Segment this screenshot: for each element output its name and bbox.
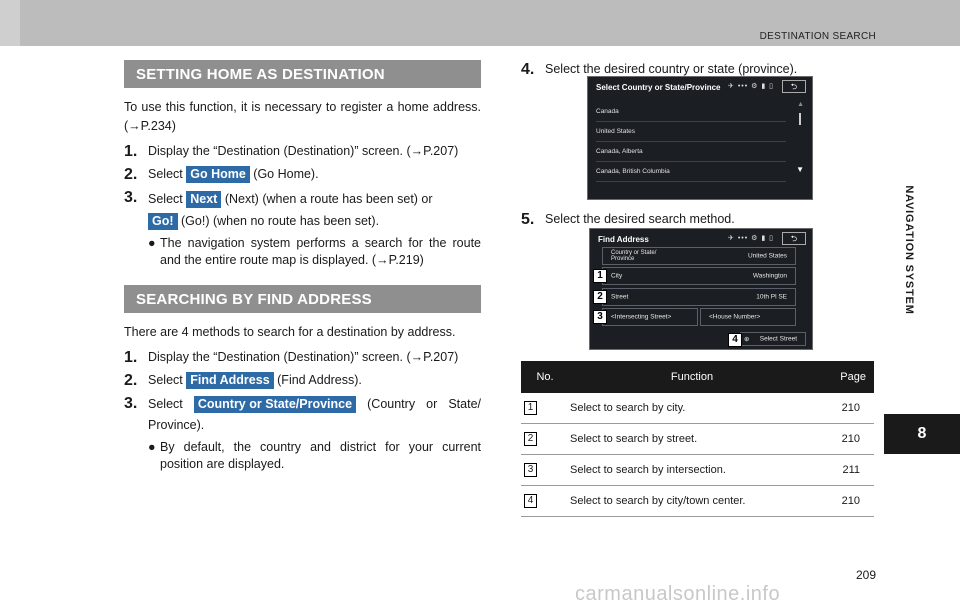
step-3 <box>124 188 481 232</box>
city-label: City <box>611 272 623 280</box>
page-number: 209 <box>856 568 877 582</box>
intro-paragraph: To use this function, it is necessary to register a home address. (→P.234) <box>124 100 481 133</box>
go-button-label: Go! <box>148 213 178 230</box>
step-number: 4. <box>521 61 535 78</box>
country-state-button-label: Country or State/Province <box>194 396 356 413</box>
country-state-label: Country or State/ Province <box>611 250 657 262</box>
step-text-mid: (Next) (when a route has been set) or <box>224 192 433 206</box>
step-text: Display the “Destination (Destination)” screen. (→P.207) <box>148 350 459 364</box>
step-text-pre: Select <box>148 373 183 387</box>
table-row <box>521 486 874 517</box>
column-header-page: Page <box>815 361 874 393</box>
street-field[interactable] <box>602 288 796 306</box>
find-address-button-label: Find Address <box>186 372 273 389</box>
select-street-label: Select Street <box>759 335 797 343</box>
row-number: 4 <box>524 494 537 508</box>
scroll-down-icon[interactable]: ▼ <box>796 165 804 174</box>
list-item[interactable]: Canada, British Columbia <box>596 163 786 182</box>
step-text-post: (Country or State/ Province). <box>148 397 482 432</box>
bullet-text: By default, the country and district for your current position are displayed. <box>160 440 481 471</box>
step-text: Select the desired country or state (province). <box>545 62 798 76</box>
country-state-value: United States <box>747 252 787 260</box>
bullet-icon: ● <box>148 236 156 250</box>
select-street-icon: ⊕ <box>744 336 750 343</box>
step-2 <box>124 165 481 184</box>
step-number: 3. <box>124 395 138 412</box>
section-heading-find-address: SEARCHING BY FIND ADDRESS <box>124 285 481 313</box>
status-icons: ✈ ••• ⚙ ▮ ▯ <box>728 83 774 90</box>
city-value: Washington <box>752 272 787 280</box>
step-text-post: (Go!) (when no route has been set). <box>181 214 380 228</box>
step-text <box>148 188 481 232</box>
step-number: 1. <box>124 143 138 160</box>
side-tab-label: NAVIGATION SYSTEM <box>903 185 915 315</box>
intro-paragraph: There are 4 methods to search for a destination by address. <box>124 325 456 339</box>
bullet-note <box>148 235 481 269</box>
row-function: Select to search by city. <box>569 393 815 424</box>
function-table <box>521 361 874 517</box>
column-header-function: Function <box>569 361 815 393</box>
row-page: 211 <box>815 455 874 486</box>
bullet-icon: ● <box>148 440 156 454</box>
row-function: Select to search by city/town center. <box>569 486 815 517</box>
row-function: Select to search by street. <box>569 424 815 455</box>
step-number: 1. <box>124 349 138 366</box>
bullet-text: The navigation system performs a search for the route and the entire route map is displayed. (→P.219) <box>160 236 481 267</box>
row-page: 210 <box>815 424 874 455</box>
next-button-label: Next <box>186 191 221 208</box>
back-icon[interactable]: ⮌ <box>782 232 806 245</box>
row-page: 210 <box>815 486 874 517</box>
header-section-title: DESTINATION SEARCH <box>759 31 876 42</box>
scrollbar-thumb[interactable] <box>799 113 801 125</box>
step-text-post: (Find Address). <box>277 373 362 387</box>
step-text-pre: Select <box>148 167 183 181</box>
step-number: 3. <box>124 189 138 206</box>
intersecting-street-button[interactable] <box>602 308 698 326</box>
street-value: 10th Pl SE <box>756 293 787 301</box>
table-row <box>521 393 874 424</box>
row-number: 3 <box>524 463 537 477</box>
go-home-button-label: Go Home <box>186 166 250 183</box>
step-number: 2. <box>124 166 138 183</box>
select-street-button[interactable] <box>740 332 806 346</box>
bullet-note <box>148 439 481 473</box>
row-number: 1 <box>524 401 537 415</box>
find-address-screen <box>589 228 813 350</box>
step-5 <box>521 210 874 229</box>
back-icon[interactable]: ⮌ <box>782 80 806 93</box>
status-icons: ✈ ••• ⚙ ▮ ▯ <box>728 235 774 242</box>
country-state-field[interactable] <box>602 247 796 265</box>
city-field[interactable] <box>602 267 796 285</box>
callout-4: 4 <box>728 333 742 347</box>
watermark: carmanualsonline.info <box>575 583 781 605</box>
left-column <box>124 60 481 473</box>
intersecting-street-label: <Intersecting Street> <box>611 313 672 321</box>
callout-3: 3 <box>593 310 607 324</box>
house-number-button[interactable] <box>700 308 796 326</box>
list-item[interactable]: Canada, Alberta <box>596 143 786 162</box>
step-text: Display the “Destination (Destination)” screen. (→P.207) <box>148 144 459 158</box>
list-item[interactable]: Canada <box>596 103 786 122</box>
row-page: 210 <box>815 393 874 424</box>
callout-1: 1 <box>593 269 607 283</box>
step-text <box>148 394 481 436</box>
step-text-post: (Go Home). <box>253 167 319 181</box>
screen-title: Select Country or State/Province <box>596 83 721 92</box>
table-row <box>521 424 874 455</box>
street-label: Street <box>611 293 629 301</box>
row-function: Select to search by intersection. <box>569 455 815 486</box>
table-header-row <box>521 361 874 393</box>
chapter-number-tab: 8 <box>884 414 960 454</box>
row-number: 2 <box>524 432 537 446</box>
scroll-up-icon[interactable]: ▲ <box>797 101 804 108</box>
step-number: 2. <box>124 372 138 389</box>
step-text-pre: Select <box>148 192 183 206</box>
step-text <box>148 165 481 184</box>
step-1 <box>124 348 481 367</box>
step-text <box>148 371 481 390</box>
step-text: Select the desired search method. <box>545 212 735 226</box>
screen-title: Find Address <box>598 235 649 244</box>
list-item[interactable]: United States <box>596 123 786 142</box>
step-1 <box>124 142 481 161</box>
step-text-pre: Select <box>148 397 183 411</box>
callout-2: 2 <box>593 290 607 304</box>
section-heading-home: SETTING HOME AS DESTINATION <box>124 60 481 88</box>
country-select-screen <box>587 76 813 200</box>
column-header-no: No. <box>521 361 569 393</box>
step-2 <box>124 371 481 390</box>
step-3 <box>124 394 481 436</box>
table-row <box>521 455 874 486</box>
house-number-label: <House Number> <box>709 313 761 321</box>
step-number: 5. <box>521 211 535 228</box>
